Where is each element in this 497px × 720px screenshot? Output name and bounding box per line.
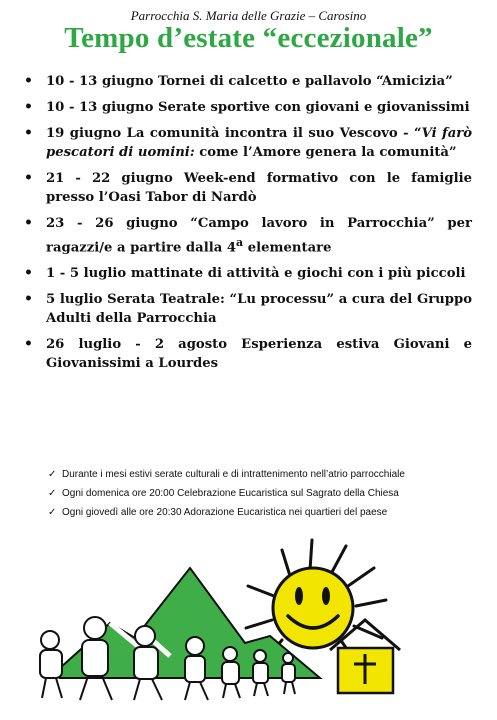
parish-name: Parrocchia S. Maria delle Grazie – Carosino xyxy=(130,8,367,23)
bullet-dot-icon: • xyxy=(24,215,33,231)
check-mark-icon: ✓ xyxy=(48,488,57,499)
note-item xyxy=(48,468,478,481)
note-item xyxy=(48,487,478,500)
event-text: 19 giugno La comunità incontra il suo Vescovo - “ xyxy=(46,126,422,141)
bullet-dot-icon: • xyxy=(24,265,33,282)
bullet-dot-icon: • xyxy=(24,291,33,308)
event-item xyxy=(20,98,472,117)
event-text: 10 - 13 giugno Tornei di calcetto e pallavolo “Amicizia” xyxy=(46,74,453,89)
notes-list xyxy=(48,468,478,525)
event-text: 21 - 22 giugno Week-end formativo con le famiglie presso l’Oasi Tabor di Nardò xyxy=(46,171,472,205)
event-item xyxy=(20,290,472,328)
event-item xyxy=(20,124,472,162)
bullet-dot-icon: • xyxy=(24,336,33,353)
event-text: 5 luglio Serata Teatrale: “Lu processu” a cura del Gruppo Adulti della Parrocchia xyxy=(46,292,472,327)
event-text: 26 luglio - 2 agosto Esperienza estiva Giovani e Giovanissimi a Lourdes xyxy=(46,337,472,372)
event-text: elementare xyxy=(243,240,332,256)
note-text: Ogni domenica ore 20:00 Celebrazione Eucaristica sul Sagrato della Chiesa xyxy=(62,488,399,499)
note-text: Ogni giovedì alle ore 20:30 Adorazione Eucaristica nei quartieri del paese xyxy=(62,507,388,518)
bullet-dot-icon: • xyxy=(24,125,33,141)
event-text: 10 - 13 giugno Serate sportive con giovani e giovanissimi xyxy=(46,100,470,115)
event-text: come l’Amore genera la comunità” xyxy=(194,145,457,160)
check-mark-icon: ✓ xyxy=(48,469,57,480)
bullet-dot-icon: • xyxy=(24,73,33,89)
check-mark-icon: ✓ xyxy=(48,507,57,518)
ordinal-suffix: a xyxy=(236,236,244,249)
event-item xyxy=(20,169,472,207)
bullet-dot-icon: • xyxy=(24,99,33,115)
page-title: Tempo d’estate “eccezionale” xyxy=(64,22,433,54)
event-text: 1 - 5 luglio mattinate di attività e giochi con i più piccoli xyxy=(46,266,466,282)
event-item xyxy=(20,72,472,91)
event-text: 23 - 26 giugno “Campo lavoro in Parrocchia” per ragazzi/e a partire dalla 4 xyxy=(46,216,472,256)
note-text: Durante i mesi estivi serate culturali e di intrattenimento nell’atrio parrocchiale xyxy=(62,469,405,480)
bullet-dot-icon: • xyxy=(24,170,33,186)
events-list xyxy=(20,72,472,380)
event-quote: Vi farò pescatori di uomini: xyxy=(46,126,473,160)
event-item xyxy=(20,264,472,283)
note-item xyxy=(48,506,478,519)
event-item xyxy=(20,335,472,373)
event-item xyxy=(20,214,472,257)
illustration-hikers-mountain-sun xyxy=(20,528,440,713)
